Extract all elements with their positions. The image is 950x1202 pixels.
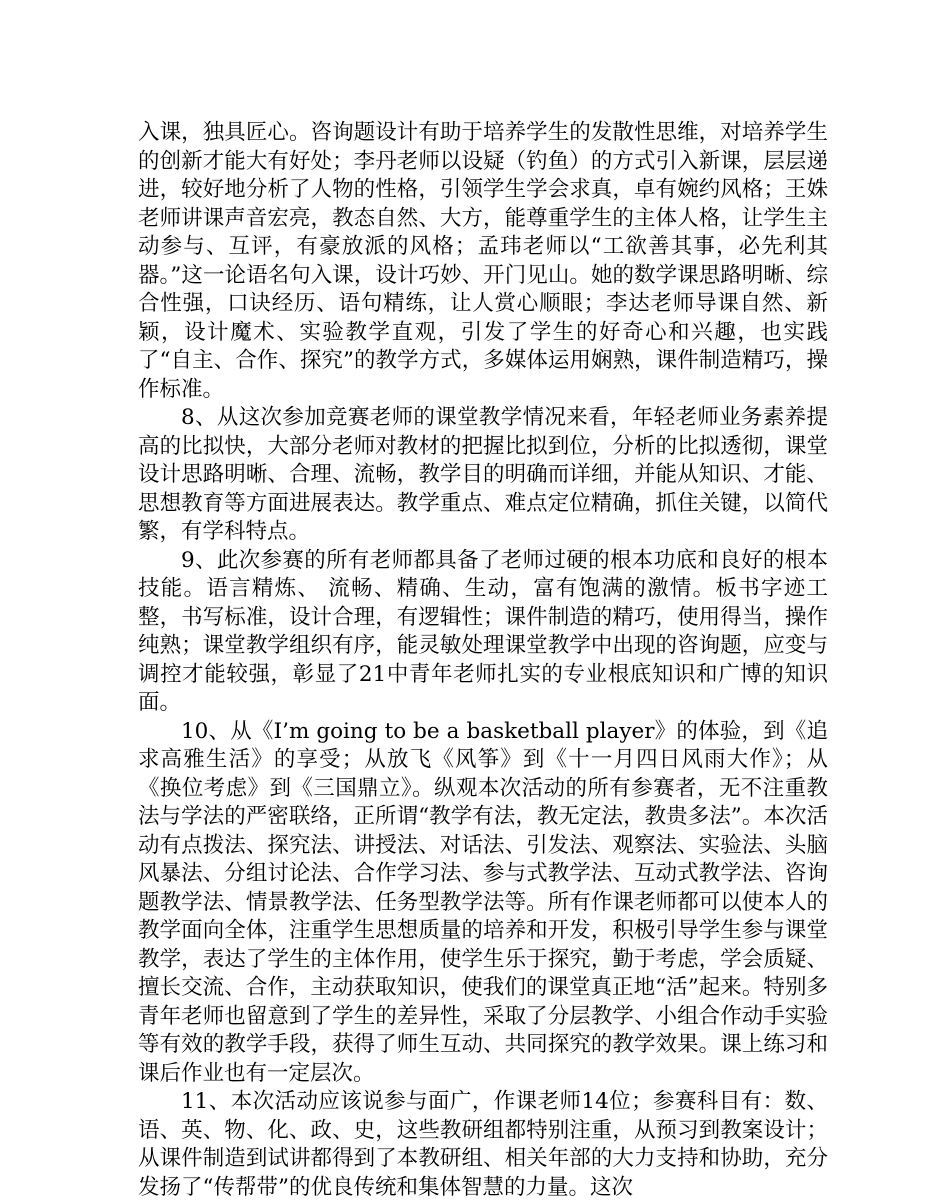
paragraph-10: 10、从《I’m going to be a basketball player》的体验，到《追求高雅生活》的享受；从放飞《风筝》到《十一月四日风雨大作》；从《换位考虑》到《三国鼎立》。纵观本次活动的所有参赛者，无不注重教法与学法的严密联络，正所谓“教学有法，教无定法，教贵多法”。本次活动有点拨法、探究法、讲授法、对话法、引发法、观察法、实验法、头脑风暴法、分组讨论法、合作学习法、参与式教学法、互动式教学法、咨询题教学法、情景教学法、任务型教学法等。所有作课老师都可以使本人的教学面向全体，注重学生思想质量的培养和开发，积极引导学生参与课堂教学，表达了学生的主体作用，使学生乐于探究，勤于考虑，学会质疑、擅长交流、合作，主动获取知识，使我们的课堂真正地“活”起来。特别多青年老师也留意到了学生的差异性，采取了分层教学、小组合作动手实验等有效的教学手段，获得了师生互动、共同探究的教学效果。课上练习和课后作业也有一定层次。 <box>138 718 828 1086</box>
paragraph-intro: 入课，独具匠心。咨询题设计有助于培养学生的发散性思维，对培养学生的创新才能大有好处；李丹老师以设疑（钓鱼）的方式引入新课，层层递进，较好地分析了人物的性格，引领学生学会求真，卓有婉约风格；王姝老师讲课声音宏亮，教态自然、大方，能尊重学生的主体人格，让学生主动参与、互评，有豪放派的风格；孟玮老师以“工欲善其事，必先利其器。”这一论语名句入课，设计巧妙、开门见山。她的数学课思路明晰、综合性强，口诀经历、语句精练，让人赏心顺眼；李达老师导课自然、新颖，设计魔术、实验教学直观，引发了学生的好奇心和兴趣，也实践了“自主、合作、探究”的教学方式，多媒体运用娴熟，课件制造精巧，操作标准。 <box>138 120 828 402</box>
paragraph-9: 9、此次参赛的所有老师都具备了老师过硬的根本功底和良好的根本技能。语言精炼、 流畅、精确、生动，富有饱满的激情。板书字迹工整，书写标准，设计合理，有逻辑性；课件制造的精巧，使用得当，操作纯熟；课堂教学组织有序，能灵敏处理课堂教学中出现的咨询题，应变与调控才能较强，彰显了21中青年老师扎实的专业根底知识和广博的知识面。 <box>138 547 828 715</box>
paragraph-8: 8、从这次参加竞赛老师的课堂教学情况来看，年轻老师业务素养提高的比拟快，大部分老师对教材的把握比拟到位，分析的比拟透彻，课堂设计思路明晰、合理、流畅，教学目的明确而详细，并能从知识、才能、思想教育等方面进展表达。教学重点、难点定位精确，抓住关键，以简代繁，有学科特点。 <box>138 405 828 544</box>
document-body <box>138 119 828 1202</box>
paragraph-11: 11、本次活动应该说参与面广，作课老师14位；参赛科目有：数、语、英、物、化、政、史，这些教研组都特别注重，从预习到教案设计；从课件制造到试讲都得到了本教研组、相关年部的大力支持和协助，充分发扬了“传帮带”的优良传统和集体智慧的力量。这次 <box>138 1089 828 1200</box>
